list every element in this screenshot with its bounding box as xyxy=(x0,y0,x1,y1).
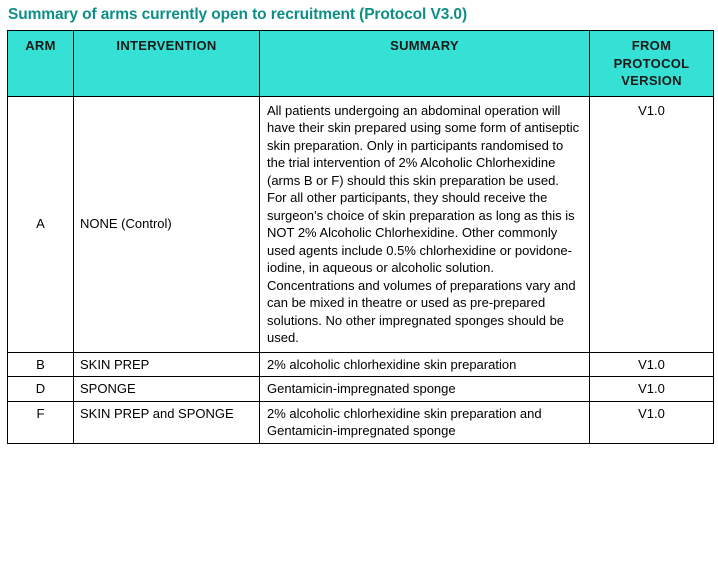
cell-arm: B xyxy=(8,352,74,377)
table-header-row xyxy=(8,31,714,97)
table-row xyxy=(8,96,714,352)
cell-intervention: NONE (Control) xyxy=(74,96,260,352)
cell-summary: 2% alcoholic chlorhexidine skin preparation and Gentamicin-impregnated sponge xyxy=(260,401,590,443)
column-header-line-2: PROTOCOL xyxy=(613,55,690,71)
cell-intervention: SKIN PREP and SPONGE xyxy=(74,401,260,443)
column-header-intervention: INTERVENTION xyxy=(74,31,260,97)
column-header-summary: SUMMARY xyxy=(260,31,590,97)
cell-arm: D xyxy=(8,377,74,402)
table-row xyxy=(8,352,714,377)
arms-summary-table xyxy=(7,30,714,444)
cell-protocol-version: V1.0 xyxy=(590,96,714,352)
cell-arm: A xyxy=(8,96,74,352)
cell-summary: 2% alcoholic chlorhexidine skin preparation xyxy=(260,352,590,377)
cell-intervention: SKIN PREP xyxy=(74,352,260,377)
cell-protocol-version: V1.0 xyxy=(590,352,714,377)
page-title: Summary of arms currently open to recruitment (Protocol V3.0) xyxy=(8,6,468,23)
cell-protocol-version: V1.0 xyxy=(590,401,714,443)
column-header-line-3: VERSION xyxy=(621,73,682,88)
cell-protocol-version: V1.0 xyxy=(590,377,714,402)
table-row xyxy=(8,401,714,443)
column-header-protocol-version xyxy=(590,31,714,97)
table-header xyxy=(8,31,714,97)
cell-summary: Gentamicin-impregnated sponge xyxy=(260,377,590,402)
column-header-arm: ARM xyxy=(8,31,74,97)
column-header-line-1: FROM xyxy=(631,38,672,53)
cell-summary: All patients undergoing an abdominal operation will have their skin prepared using some form of antiseptic skin preparation. Only in participants randomised to the trial intervention of 2% Alcoholic Chlorhexidine (arms B or F) should this skin preparation be used. For all other participants, they should receive the surgeon’s choice of skin preparation as long as this is NOT 2% Alcoholic Chlorhexidine. Other commonly used agents include 0.5% chlorhexidine or povidone-iodine, in aqueous or alcoholic solution. Concentrations and volumes of preparations vary and can be mixed in theatre or used as pre-prepared solutions. No other impregnated sponges should be used. xyxy=(260,96,590,352)
cell-arm: F xyxy=(8,401,74,443)
table-body xyxy=(8,96,714,443)
table-row xyxy=(8,377,714,402)
cell-intervention: SPONGE xyxy=(74,377,260,402)
